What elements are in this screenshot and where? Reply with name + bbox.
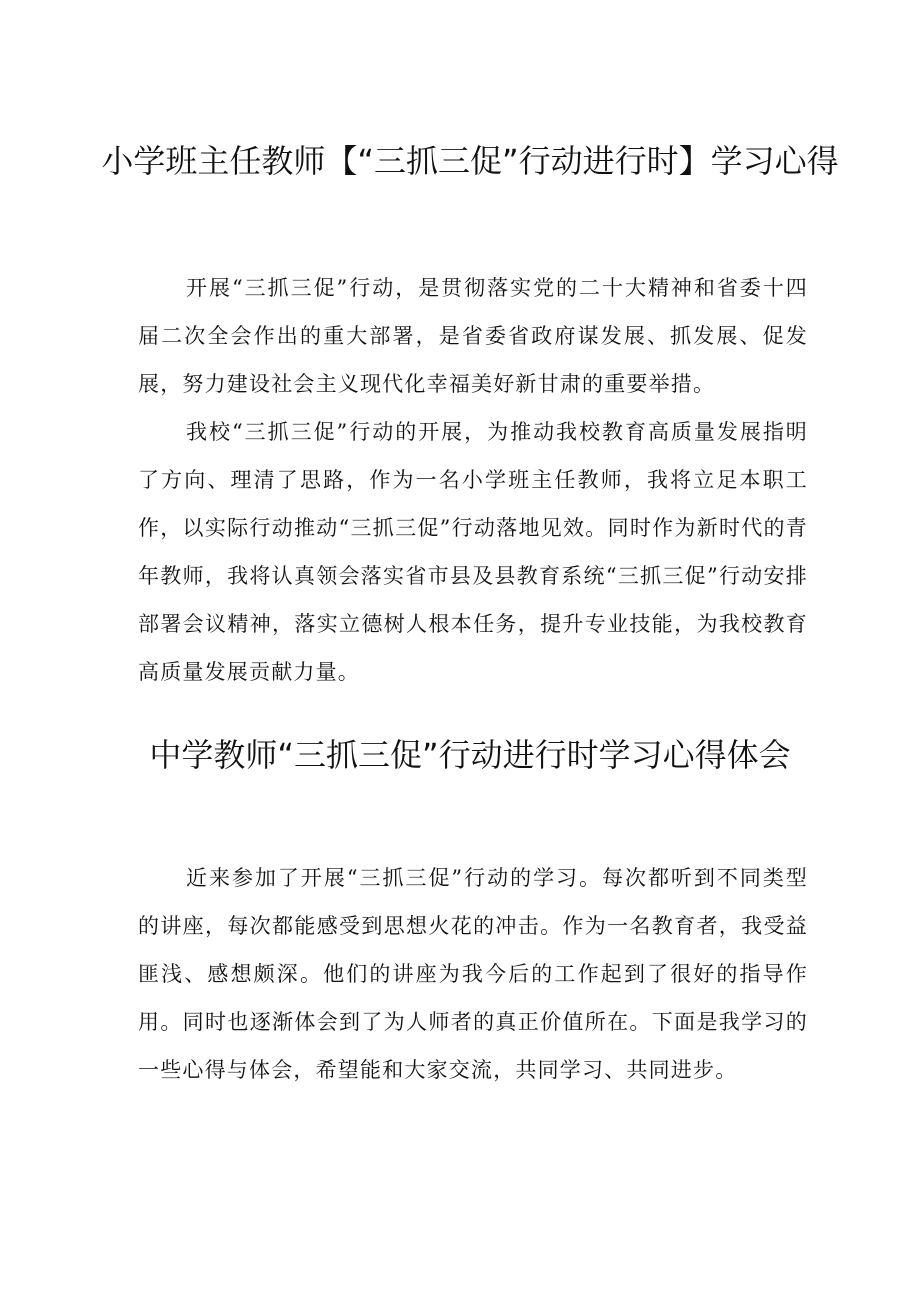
section-1-paragraph-2: 我校“三抓三促”行动的开展，为推动我校教育高质量发展指明了方向、理清了思路，作为一名小学班主任教师，我将立足本职工作，以实际行动推动“三抓三促”行动落地见效。同时作为新时代的青年教师，我将认真领会落实省市县及县教育系统“三抓三促”行动安排部署会议精神，落实立德树人根本任务，提升专业技能，为我校教育高质量发展贡献力量。 bbox=[138, 420, 808, 684]
section-1-paragraph-1: 开展“三抓三促”行动，是贯彻落实党的二十大精神和省委十四届二次全会作出的重大部署，是省委省政府谋发展、抓发展、促发展，努力建设社会主义现代化幸福美好新甘肃的重要举措。 bbox=[138, 276, 808, 396]
section-1-title: 小学班主任教师【“三抓三促”行动进行时】学习心得 bbox=[101, 142, 839, 180]
section-2-paragraph-1: 近来参加了开展“三抓三促”行动的学习。每次都听到不同类型的讲座，每次都能感受到思想火花的冲击。作为一名教育者，我受益匪浅、感想颇深。他们的讲座为我今后的工作起到了很好的指导作用。同时也逐渐体会到了为人师者的真正价值所在。下面是我学习的一些心得与体会，希望能和大家交流，共同学习、共同进步。 bbox=[138, 866, 808, 1082]
section-2-title: 中学教师“三抓三促”行动进行时学习心得体会 bbox=[149, 736, 791, 774]
